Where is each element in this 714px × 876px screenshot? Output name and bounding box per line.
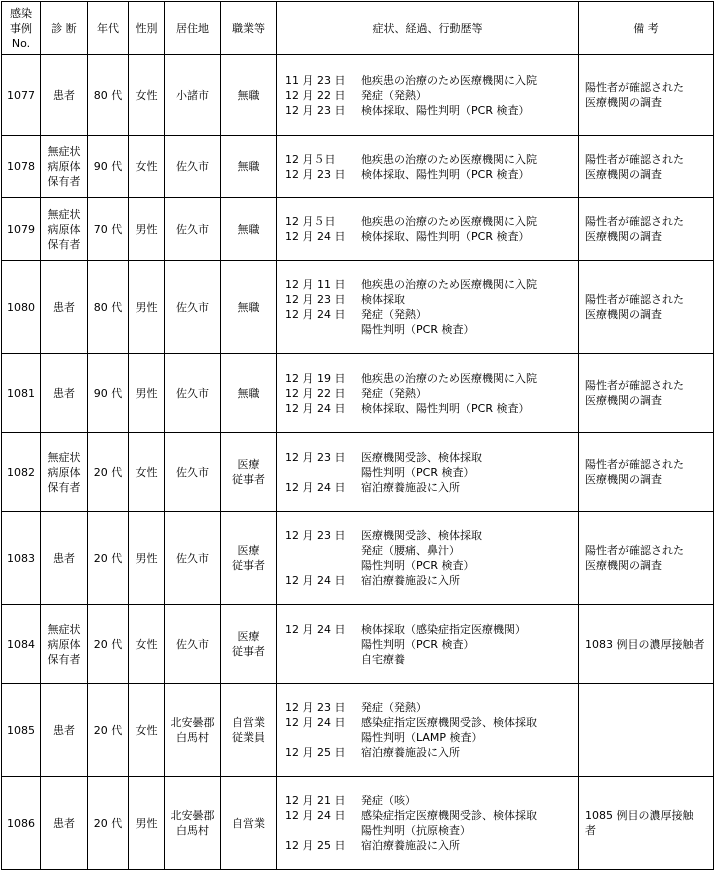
history-text: 検体採取、陽性判明（PCR 検査）: [361, 167, 530, 181]
history-text: 感染症指定医療機関受診、検体採取: [361, 716, 537, 729]
header-history: 症状、経過、行動歴等: [277, 2, 579, 55]
remarks-cell: 陽性者が確認された 医療機関の調査: [579, 433, 714, 512]
history-cell: [277, 261, 579, 354]
occupation-cell: 自営業: [221, 777, 277, 870]
occupation-cell: 医療 従事者: [221, 433, 277, 512]
history-text: 感染症指定医療機関受診、検体採取: [361, 809, 537, 822]
diagnosis-cell: 患者: [41, 684, 88, 777]
history-entry: [285, 292, 578, 307]
history-entry: [285, 528, 578, 543]
remarks-cell: 陽性者が確認された 医療機関の調査: [579, 198, 714, 261]
history-date: 12 月 24 日: [285, 401, 346, 415]
residence-cell: 北安曇郡 白馬村: [165, 777, 221, 870]
case-no-cell: 1077: [2, 55, 41, 136]
age-cell: 80 代: [88, 55, 129, 136]
remarks-cell: 陽性者が確認された 医療機関の調査: [579, 512, 714, 605]
remarks-cell: 陽性者が確認された 医療機関の調査: [579, 136, 714, 198]
history-entry: [285, 229, 578, 244]
table-row: [2, 136, 714, 198]
sex-cell: 男性: [129, 198, 165, 261]
history-text: 検体採取（感染症指定医療機関）: [361, 622, 526, 636]
history-date: [285, 637, 361, 652]
history-entry: [285, 167, 578, 182]
age-cell: 20 代: [88, 433, 129, 512]
age-cell: 80 代: [88, 261, 129, 354]
history-entry: [285, 730, 578, 745]
history-cell: [277, 55, 579, 136]
history-date: [285, 322, 361, 337]
remarks-cell: [579, 684, 714, 777]
history-date: 12 月 24 日: [285, 622, 346, 636]
sex-cell: 女性: [129, 433, 165, 512]
history-text: 検体採取、陽性判明（PCR 検査）: [361, 401, 530, 415]
table-row: [2, 777, 714, 870]
history-text: 検体採取、陽性判明（PCR 検査）: [361, 103, 530, 117]
header-case-no: 感染 事例 No.: [2, 2, 41, 55]
history-text: 発症（発熱）: [361, 308, 427, 321]
case-no-cell: 1079: [2, 198, 41, 261]
history-date: [285, 465, 361, 480]
table-row: [2, 433, 714, 512]
history-cell: [277, 354, 579, 433]
history-date: 12 月 23 日: [285, 450, 346, 464]
history-date: 12 月 24 日: [285, 809, 346, 822]
history-text: 検体採取: [361, 293, 405, 306]
case-no-cell: 1083: [2, 512, 41, 605]
residence-cell: 北安曇郡 白馬村: [165, 684, 221, 777]
history-text: 医療機関受診、検体採取: [361, 450, 482, 464]
age-cell: 70 代: [88, 198, 129, 261]
age-cell: 20 代: [88, 684, 129, 777]
sex-cell: 女性: [129, 684, 165, 777]
history-text: 発症（腰痛、鼻汁）: [361, 544, 460, 557]
diagnosis-cell: 無症状 病原体 保有者: [41, 198, 88, 261]
diagnosis-cell: 無症状 病原体 保有者: [41, 605, 88, 684]
case-table: [1, 1, 714, 870]
age-cell: 20 代: [88, 605, 129, 684]
history-text: 宿泊療養施設に入所: [361, 839, 460, 852]
residence-cell: 佐久市: [165, 433, 221, 512]
table-row: [2, 512, 714, 605]
history-entry: [285, 622, 578, 637]
history-text: 他疾患の治療のため医療機関に入院: [361, 215, 537, 228]
history-text: 陽性判明（LAMP 検査）: [361, 731, 483, 744]
history-text: 他疾患の治療のため医療機関に入院: [361, 152, 537, 166]
history-date: 12 月 23 日: [285, 103, 346, 117]
history-entry: [285, 103, 578, 118]
history-date: 12 月 24 日: [285, 230, 346, 243]
occupation-cell: 医療 従事者: [221, 512, 277, 605]
residence-cell: 佐久市: [165, 198, 221, 261]
history-entry: [285, 480, 578, 495]
history-text: 発症（発熱）: [361, 386, 427, 400]
occupation-cell: 無職: [221, 198, 277, 261]
history-text: 他疾患の治療のため医療機関に入院: [361, 73, 537, 87]
history-entry: [285, 214, 578, 229]
history-text: 発症（発熱）: [361, 701, 427, 714]
diagnosis-cell: 患者: [41, 512, 88, 605]
history-entry: [285, 838, 578, 853]
history-date: 12 月 23 日: [285, 701, 346, 714]
history-text: 陽性判明（PCR 検査）: [361, 323, 475, 336]
history-text: 陽性判明（PCR 検査）: [361, 559, 475, 572]
table-row: [2, 198, 714, 261]
case-no-cell: 1081: [2, 354, 41, 433]
history-entry: [285, 652, 578, 667]
history-entry: [285, 823, 578, 838]
history-date: 12 月 25 日: [285, 839, 346, 852]
occupation-cell: 医療 従事者: [221, 605, 277, 684]
header-remarks: 備 考: [579, 2, 714, 55]
header-row: [2, 2, 714, 55]
history-date: 12 月 23 日: [285, 529, 346, 542]
history-entry: [285, 808, 578, 823]
header-occupation: 職業等: [221, 2, 277, 55]
history-entry: [285, 700, 578, 715]
sex-cell: 男性: [129, 354, 165, 433]
history-entry: [285, 715, 578, 730]
sex-cell: 男性: [129, 512, 165, 605]
history-date: 12 月 24 日: [285, 308, 346, 321]
header-age: 年代: [88, 2, 129, 55]
history-entry: [285, 386, 578, 401]
history-entry: [285, 573, 578, 588]
history-text: 他疾患の治療のため医療機関に入院: [361, 278, 537, 291]
occupation-cell: 無職: [221, 55, 277, 136]
history-entry: [285, 637, 578, 652]
history-entry: [285, 307, 578, 322]
header-sex: 性別: [129, 2, 165, 55]
history-cell: [277, 198, 579, 261]
history-date: [285, 543, 361, 558]
age-cell: 90 代: [88, 354, 129, 433]
history-entry: [285, 465, 578, 480]
history-text: 陽性判明（PCR 検査）: [361, 637, 475, 651]
history-entry: [285, 73, 578, 88]
history-date: 12 月 23 日: [285, 293, 346, 306]
case-no-cell: 1078: [2, 136, 41, 198]
sex-cell: 女性: [129, 55, 165, 136]
history-text: 宿泊療養施設に入所: [361, 746, 460, 759]
history-date: 12 月 22 日: [285, 88, 346, 102]
history-date: [285, 652, 361, 667]
residence-cell: 佐久市: [165, 512, 221, 605]
residence-cell: 佐久市: [165, 605, 221, 684]
history-entry: [285, 793, 578, 808]
history-date: 12 月 24 日: [285, 574, 346, 587]
history-text: 宿泊療養施設に入所: [361, 480, 460, 494]
history-entry: [285, 543, 578, 558]
case-no-cell: 1085: [2, 684, 41, 777]
history-date: 11 月 23 日: [285, 73, 346, 87]
header-residence: 居住地: [165, 2, 221, 55]
history-entry: [285, 152, 578, 167]
history-cell: [277, 684, 579, 777]
history-cell: [277, 512, 579, 605]
history-date: 12 月 11 日: [285, 278, 346, 291]
history-text: 医療機関受診、検体採取: [361, 529, 482, 542]
table-row: [2, 55, 714, 136]
diagnosis-cell: 患者: [41, 777, 88, 870]
case-no-cell: 1084: [2, 605, 41, 684]
diagnosis-cell: 無症状 病原体 保有者: [41, 433, 88, 512]
history-entry: [285, 322, 578, 337]
history-entry: [285, 88, 578, 103]
history-cell: [277, 433, 579, 512]
history-date: 12 月 25 日: [285, 746, 346, 759]
case-no-cell: 1082: [2, 433, 41, 512]
history-entry: [285, 401, 578, 416]
history-date: [285, 823, 361, 838]
case-no-cell: 1080: [2, 261, 41, 354]
diagnosis-cell: 患者: [41, 354, 88, 433]
history-date: 12 月 24 日: [285, 716, 346, 729]
history-date: [285, 730, 361, 745]
remarks-cell: 1085 例目の濃厚接触 者: [579, 777, 714, 870]
diagnosis-cell: 患者: [41, 55, 88, 136]
history-cell: [277, 136, 579, 198]
age-cell: 20 代: [88, 777, 129, 870]
history-cell: [277, 777, 579, 870]
history-date: 12 月 19 日: [285, 371, 346, 385]
history-entry: [285, 450, 578, 465]
history-cell: [277, 605, 579, 684]
history-text: 他疾患の治療のため医療機関に入院: [361, 371, 537, 385]
history-text: 検体採取、陽性判明（PCR 検査）: [361, 230, 530, 243]
history-date: [285, 558, 361, 573]
history-text: 陽性判明（抗原検査）: [361, 824, 471, 837]
table-row: [2, 261, 714, 354]
sex-cell: 女性: [129, 605, 165, 684]
residence-cell: 小諸市: [165, 55, 221, 136]
age-cell: 90 代: [88, 136, 129, 198]
table-row: [2, 605, 714, 684]
history-entry: [285, 558, 578, 573]
table-row: [2, 354, 714, 433]
sex-cell: 女性: [129, 136, 165, 198]
header-diagnosis: 診 断: [41, 2, 88, 55]
history-text: 陽性判明（PCR 検査）: [361, 465, 475, 479]
history-entry: [285, 371, 578, 386]
occupation-cell: 無職: [221, 136, 277, 198]
occupation-cell: 無職: [221, 261, 277, 354]
table-row: [2, 684, 714, 777]
sex-cell: 男性: [129, 261, 165, 354]
history-text: 発症（咳）: [361, 794, 416, 807]
history-date: 12 月 24 日: [285, 480, 346, 494]
diagnosis-cell: 無症状 病原体 保有者: [41, 136, 88, 198]
history-date: 12 月５日: [285, 215, 336, 228]
remarks-cell: 陽性者が確認された 医療機関の調査: [579, 55, 714, 136]
remarks-cell: 陽性者が確認された 医療機関の調査: [579, 354, 714, 433]
occupation-cell: 無職: [221, 354, 277, 433]
residence-cell: 佐久市: [165, 136, 221, 198]
history-entry: [285, 745, 578, 760]
history-entry: [285, 277, 578, 292]
history-text: 宿泊療養施設に入所: [361, 574, 460, 587]
diagnosis-cell: 患者: [41, 261, 88, 354]
case-no-cell: 1086: [2, 777, 41, 870]
residence-cell: 佐久市: [165, 354, 221, 433]
residence-cell: 佐久市: [165, 261, 221, 354]
occupation-cell: 自営業 従業員: [221, 684, 277, 777]
remarks-cell: 陽性者が確認された 医療機関の調査: [579, 261, 714, 354]
age-cell: 20 代: [88, 512, 129, 605]
sex-cell: 男性: [129, 777, 165, 870]
history-text: 自宅療養: [361, 652, 405, 666]
remarks-cell: 1083 例目の濃厚接触者: [579, 605, 714, 684]
history-date: 12 月 21 日: [285, 794, 346, 807]
history-date: 12 月 23 日: [285, 167, 346, 181]
history-date: 12 月５日: [285, 152, 336, 166]
history-date: 12 月 22 日: [285, 386, 346, 400]
history-text: 発症（発熱）: [361, 88, 427, 102]
